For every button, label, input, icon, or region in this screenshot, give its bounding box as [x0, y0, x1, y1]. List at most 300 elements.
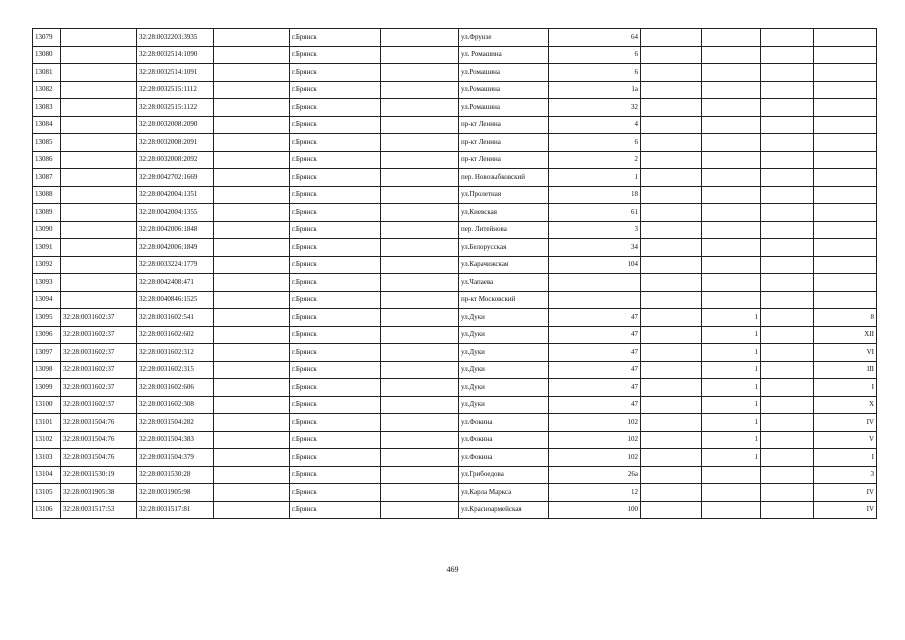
street-cell: ул.Фрунзе [459, 29, 549, 47]
building-cell [702, 81, 761, 99]
record-number-cell: 13085 [33, 134, 61, 152]
empty-cell [381, 274, 459, 292]
parent-cadastral-number-cell [61, 29, 137, 47]
parent-cadastral-number-cell [61, 186, 137, 204]
parent-cadastral-number-cell [61, 291, 137, 309]
building-cell: 1 [702, 309, 761, 327]
record-number-cell: 13080 [33, 46, 61, 64]
table-row [33, 169, 877, 187]
record-number-cell: 13091 [33, 239, 61, 257]
record-number-cell: 13093 [33, 274, 61, 292]
record-number-cell: 13086 [33, 151, 61, 169]
building-cell: 1 [702, 449, 761, 467]
parent-cadastral-number-cell [61, 204, 137, 222]
empty-cell [381, 169, 459, 187]
room-number-cell [814, 81, 877, 99]
room-number-cell [814, 64, 877, 82]
house-number-cell: 1а [549, 81, 641, 99]
table-row [33, 466, 877, 484]
house-number-cell: 6 [549, 134, 641, 152]
parent-cadastral-number-cell [61, 256, 137, 274]
city-cell: г.Брянск [290, 291, 381, 309]
empty-cell [761, 116, 814, 134]
empty-cell [761, 64, 814, 82]
cadastral-number-cell: 32:28:0031530:28 [137, 466, 214, 484]
table-row [33, 309, 877, 327]
record-number-cell: 13097 [33, 344, 61, 362]
table-row [33, 274, 877, 292]
record-number-cell: 13096 [33, 326, 61, 344]
parent-cadastral-number-cell: 32:28:0031602:37 [61, 379, 137, 397]
table-row [33, 431, 877, 449]
parent-cadastral-number-cell: 32:28:0031517:53 [61, 501, 137, 519]
cadastral-number-cell: 32:28:0031602:541 [137, 309, 214, 327]
city-cell: г.Брянск [290, 361, 381, 379]
empty-cell [381, 64, 459, 82]
house-number-cell: 100 [549, 501, 641, 519]
page-number: 469 [446, 565, 459, 574]
empty-cell [381, 256, 459, 274]
house-number-cell [549, 291, 641, 309]
record-number-cell: 13102 [33, 431, 61, 449]
building-cell [702, 151, 761, 169]
parent-cadastral-number-cell [61, 81, 137, 99]
house-number-cell: 47 [549, 361, 641, 379]
empty-cell [761, 81, 814, 99]
empty-cell [761, 431, 814, 449]
empty-cell [761, 466, 814, 484]
room-number-cell: IV [814, 484, 877, 502]
building-cell [702, 484, 761, 502]
street-cell: пр-кт Ленина [459, 116, 549, 134]
street-cell: ул.Дуки [459, 379, 549, 397]
empty-cell [381, 134, 459, 152]
room-number-cell [814, 239, 877, 257]
empty-cell [641, 466, 702, 484]
cadastral-number-cell: 32:28:0032514:1090 [137, 46, 214, 64]
empty-cell [214, 484, 290, 502]
empty-cell [761, 204, 814, 222]
empty-cell [381, 81, 459, 99]
cadastral-number-cell: 32:28:0042004:1351 [137, 186, 214, 204]
empty-cell [641, 309, 702, 327]
empty-cell [761, 291, 814, 309]
building-cell [702, 186, 761, 204]
house-number-cell: 47 [549, 396, 641, 414]
table-row [33, 396, 877, 414]
cadastral-number-cell: 32:28:0032514:1091 [137, 64, 214, 82]
street-cell: ул.Фокина [459, 431, 549, 449]
empty-cell [214, 274, 290, 292]
table-body [33, 29, 877, 519]
house-number-cell: 6 [549, 64, 641, 82]
city-cell: г.Брянск [290, 466, 381, 484]
empty-cell [214, 414, 290, 432]
table-row [33, 501, 877, 519]
empty-cell [761, 239, 814, 257]
table-row [33, 204, 877, 222]
cadastral-number-cell: 32:28:0040846:1525 [137, 291, 214, 309]
record-number-cell: 13099 [33, 379, 61, 397]
table-row [33, 484, 877, 502]
house-number-cell: 32 [549, 99, 641, 117]
cadastral-number-cell: 32:28:0032515:1122 [137, 99, 214, 117]
empty-cell [214, 46, 290, 64]
empty-cell [641, 46, 702, 64]
empty-cell [641, 274, 702, 292]
house-number-cell: 64 [549, 29, 641, 47]
table-row [33, 449, 877, 467]
room-number-cell: X [814, 396, 877, 414]
table-row [33, 326, 877, 344]
cadastral-number-cell: 32:28:0031504:282 [137, 414, 214, 432]
parent-cadastral-number-cell: 32:28:0031504:76 [61, 414, 137, 432]
empty-cell [641, 256, 702, 274]
empty-cell [761, 484, 814, 502]
empty-cell [214, 169, 290, 187]
empty-cell [214, 466, 290, 484]
record-number-cell: 13084 [33, 116, 61, 134]
table-row [33, 46, 877, 64]
empty-cell [761, 361, 814, 379]
city-cell: г.Брянск [290, 186, 381, 204]
empty-cell [761, 169, 814, 187]
record-number-cell: 13106 [33, 501, 61, 519]
street-cell: ул.Дуки [459, 344, 549, 362]
room-number-cell: XII [814, 326, 877, 344]
room-number-cell: 8 [814, 309, 877, 327]
house-number-cell: 4 [549, 116, 641, 134]
building-cell [702, 466, 761, 484]
room-number-cell [814, 186, 877, 204]
empty-cell [641, 169, 702, 187]
city-cell: г.Брянск [290, 431, 381, 449]
empty-cell [381, 414, 459, 432]
house-number-cell: 1 [549, 169, 641, 187]
empty-cell [641, 501, 702, 519]
empty-cell [641, 449, 702, 467]
street-cell: ул.Дуки [459, 309, 549, 327]
cadastral-number-cell: 32:28:0042004:1355 [137, 204, 214, 222]
city-cell: г.Брянск [290, 221, 381, 239]
street-cell: ул.Ромашина [459, 64, 549, 82]
city-cell: г.Брянск [290, 151, 381, 169]
street-cell: ул.Красноармейская [459, 501, 549, 519]
empty-cell [214, 326, 290, 344]
city-cell: г.Брянск [290, 99, 381, 117]
street-cell: ул.Белорусская [459, 239, 549, 257]
table-row [33, 239, 877, 257]
empty-cell [381, 204, 459, 222]
room-number-cell [814, 256, 877, 274]
record-number-cell: 13103 [33, 449, 61, 467]
record-number-cell: 13083 [33, 99, 61, 117]
empty-cell [381, 239, 459, 257]
empty-cell [641, 431, 702, 449]
table-row [33, 186, 877, 204]
building-cell [702, 291, 761, 309]
parent-cadastral-number-cell [61, 116, 137, 134]
room-number-cell [814, 221, 877, 239]
empty-cell [761, 186, 814, 204]
empty-cell [214, 431, 290, 449]
empty-cell [761, 29, 814, 47]
room-number-cell: IV [814, 414, 877, 432]
empty-cell [381, 431, 459, 449]
table-row [33, 64, 877, 82]
parent-cadastral-number-cell [61, 274, 137, 292]
empty-cell [641, 64, 702, 82]
city-cell: г.Брянск [290, 414, 381, 432]
empty-cell [214, 291, 290, 309]
empty-cell [641, 291, 702, 309]
table-row [33, 134, 877, 152]
house-number-cell: 26а [549, 466, 641, 484]
empty-cell [214, 99, 290, 117]
city-cell: г.Брянск [290, 484, 381, 502]
building-cell [702, 46, 761, 64]
room-number-cell [814, 46, 877, 64]
empty-cell [214, 309, 290, 327]
parent-cadastral-number-cell: 32:28:0031504:76 [61, 449, 137, 467]
house-number-cell: 47 [549, 326, 641, 344]
building-cell: 1 [702, 326, 761, 344]
record-number-cell: 13104 [33, 466, 61, 484]
record-number-cell: 13089 [33, 204, 61, 222]
record-number-cell: 13081 [33, 64, 61, 82]
empty-cell [381, 379, 459, 397]
city-cell: г.Брянск [290, 169, 381, 187]
empty-cell [641, 239, 702, 257]
room-number-cell [814, 291, 877, 309]
house-number-cell: 47 [549, 309, 641, 327]
street-cell: ул.Грибоедова [459, 466, 549, 484]
room-number-cell [814, 151, 877, 169]
parent-cadastral-number-cell: 32:28:0031602:37 [61, 326, 137, 344]
cadastral-number-cell: 32:28:0032008:2092 [137, 151, 214, 169]
building-cell [702, 169, 761, 187]
record-number-cell: 13092 [33, 256, 61, 274]
city-cell: г.Брянск [290, 46, 381, 64]
city-cell: г.Брянск [290, 326, 381, 344]
city-cell: г.Брянск [290, 449, 381, 467]
empty-cell [381, 361, 459, 379]
cadastral-number-cell: 32:28:0032008:2090 [137, 116, 214, 134]
empty-cell [641, 204, 702, 222]
table-row [33, 379, 877, 397]
room-number-cell [814, 116, 877, 134]
house-number-cell: 47 [549, 379, 641, 397]
record-number-cell: 13088 [33, 186, 61, 204]
building-cell: 1 [702, 361, 761, 379]
cadastral-number-cell: 32:28:0031905:98 [137, 484, 214, 502]
empty-cell [381, 291, 459, 309]
building-cell: 1 [702, 414, 761, 432]
street-cell: ул.Дуки [459, 396, 549, 414]
parent-cadastral-number-cell: 32:28:0031530:19 [61, 466, 137, 484]
empty-cell [761, 274, 814, 292]
street-cell: ул.Дуки [459, 361, 549, 379]
empty-cell [214, 379, 290, 397]
empty-cell [214, 501, 290, 519]
cadastral-number-cell: 32:28:0042006:1848 [137, 221, 214, 239]
house-number-cell: 102 [549, 449, 641, 467]
empty-cell [214, 81, 290, 99]
empty-cell [641, 29, 702, 47]
empty-cell [761, 46, 814, 64]
street-cell: ул.Ромашина [459, 81, 549, 99]
parent-cadastral-number-cell [61, 151, 137, 169]
table-row [33, 151, 877, 169]
city-cell: г.Брянск [290, 81, 381, 99]
cadastral-number-cell: 32:28:0031602:315 [137, 361, 214, 379]
parent-cadastral-number-cell [61, 169, 137, 187]
empty-cell [761, 379, 814, 397]
empty-cell [641, 81, 702, 99]
room-number-cell: III [814, 361, 877, 379]
empty-cell [381, 99, 459, 117]
house-number-cell: 6 [549, 46, 641, 64]
record-number-cell: 13087 [33, 169, 61, 187]
empty-cell [214, 221, 290, 239]
parent-cadastral-number-cell [61, 239, 137, 257]
room-number-cell [814, 99, 877, 117]
street-cell: ул.Киевская [459, 204, 549, 222]
street-cell: пер. Новозыбковский [459, 169, 549, 187]
city-cell: г.Брянск [290, 256, 381, 274]
empty-cell [761, 414, 814, 432]
empty-cell [641, 396, 702, 414]
empty-cell [214, 361, 290, 379]
city-cell: г.Брянск [290, 344, 381, 362]
record-number-cell: 13094 [33, 291, 61, 309]
empty-cell [214, 256, 290, 274]
empty-cell [214, 186, 290, 204]
city-cell: г.Брянск [290, 309, 381, 327]
cadastral-number-cell: 32:28:0031602:308 [137, 396, 214, 414]
house-number-cell: 2 [549, 151, 641, 169]
empty-cell [641, 326, 702, 344]
street-cell: ул.Чапаева [459, 274, 549, 292]
empty-cell [381, 29, 459, 47]
building-cell [702, 116, 761, 134]
house-number-cell [549, 274, 641, 292]
street-cell: ул.Ромашина [459, 99, 549, 117]
parent-cadastral-number-cell: 32:28:0031504:76 [61, 431, 137, 449]
empty-cell [641, 361, 702, 379]
house-number-cell: 3 [549, 221, 641, 239]
street-cell: ул.Пролетная [459, 186, 549, 204]
house-number-cell: 12 [549, 484, 641, 502]
house-number-cell: 102 [549, 414, 641, 432]
building-cell [702, 134, 761, 152]
parent-cadastral-number-cell [61, 46, 137, 64]
street-cell: ул.Дуки [459, 326, 549, 344]
room-number-cell: I [814, 449, 877, 467]
street-cell: пр-кт Московский [459, 291, 549, 309]
house-number-cell: 102 [549, 431, 641, 449]
record-number-cell: 13105 [33, 484, 61, 502]
empty-cell [641, 186, 702, 204]
street-cell: пр-кт Ленина [459, 134, 549, 152]
empty-cell [641, 99, 702, 117]
table-row [33, 291, 877, 309]
empty-cell [214, 134, 290, 152]
empty-cell [761, 326, 814, 344]
city-cell: г.Брянск [290, 64, 381, 82]
table-row [33, 116, 877, 134]
building-cell [702, 239, 761, 257]
table-row [33, 344, 877, 362]
cadastral-number-cell: 32:28:0032203:3935 [137, 29, 214, 47]
parent-cadastral-number-cell: 32:28:0031905:38 [61, 484, 137, 502]
cadastral-number-cell: 32:28:0031602:606 [137, 379, 214, 397]
record-number-cell: 13100 [33, 396, 61, 414]
room-number-cell: I [814, 379, 877, 397]
table-row [33, 99, 877, 117]
empty-cell [641, 379, 702, 397]
record-number-cell: 13090 [33, 221, 61, 239]
table-row [33, 414, 877, 432]
empty-cell [381, 501, 459, 519]
empty-cell [641, 116, 702, 134]
record-number-cell: 13082 [33, 81, 61, 99]
street-cell: ул.Фокина [459, 449, 549, 467]
cadastral-number-cell: 32:28:0042702:1669 [137, 169, 214, 187]
empty-cell [761, 99, 814, 117]
empty-cell [381, 151, 459, 169]
room-number-cell: IV [814, 501, 877, 519]
parent-cadastral-number-cell: 32:28:0031602:37 [61, 344, 137, 362]
city-cell: г.Брянск [290, 379, 381, 397]
city-cell: г.Брянск [290, 134, 381, 152]
empty-cell [761, 449, 814, 467]
empty-cell [381, 466, 459, 484]
empty-cell [214, 151, 290, 169]
cadastral-number-cell: 32:28:0042006:1849 [137, 239, 214, 257]
building-cell [702, 64, 761, 82]
cadastral-number-cell: 32:28:0031602:312 [137, 344, 214, 362]
empty-cell [214, 29, 290, 47]
empty-cell [381, 221, 459, 239]
empty-cell [214, 449, 290, 467]
building-cell [702, 221, 761, 239]
house-number-cell: 34 [549, 239, 641, 257]
empty-cell [641, 414, 702, 432]
empty-cell [641, 151, 702, 169]
city-cell: г.Брянск [290, 239, 381, 257]
table-row [33, 256, 877, 274]
house-number-cell: 104 [549, 256, 641, 274]
table-row [33, 81, 877, 99]
city-cell: г.Брянск [290, 204, 381, 222]
cadastral-number-cell: 32:28:0031504:379 [137, 449, 214, 467]
empty-cell [214, 396, 290, 414]
room-number-cell [814, 29, 877, 47]
empty-cell [214, 116, 290, 134]
empty-cell [761, 151, 814, 169]
city-cell: г.Брянск [290, 116, 381, 134]
street-cell: ул. Ромашина [459, 46, 549, 64]
room-number-cell: V [814, 431, 877, 449]
building-cell [702, 256, 761, 274]
room-number-cell: 3 [814, 466, 877, 484]
cadastral-number-cell: 32:28:0032008:2091 [137, 134, 214, 152]
empty-cell [381, 309, 459, 327]
table-row [33, 221, 877, 239]
building-cell: 1 [702, 396, 761, 414]
parent-cadastral-number-cell: 32:28:0031602:37 [61, 396, 137, 414]
